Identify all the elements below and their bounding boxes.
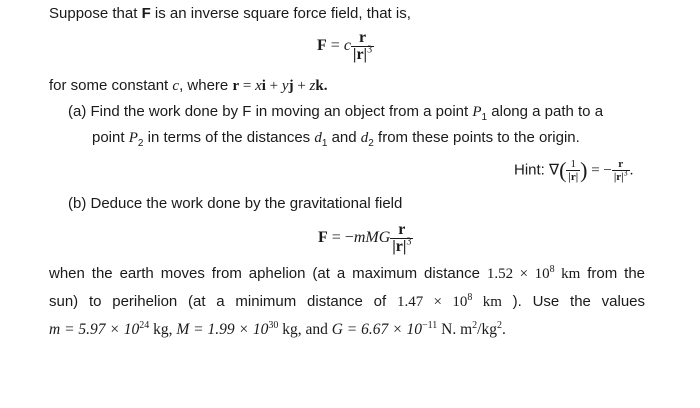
constant-G-exp3: 2: [496, 319, 502, 331]
aphelion-exp: 8: [549, 264, 555, 275]
mass-m-unit: kg,: [149, 321, 177, 338]
constant-line: [49, 76, 327, 96]
eq2-eq: = −: [327, 229, 354, 247]
eq1-den-exp: 3: [367, 44, 373, 56]
part-a-P1-sub: 1: [481, 112, 488, 123]
eq1-lhs: F: [317, 37, 327, 55]
nabla-icon: ∇: [549, 162, 560, 179]
part-a-d1: d: [314, 130, 322, 146]
mass-M-unit: kg, and: [278, 321, 332, 338]
part-a-P2: P: [128, 130, 138, 146]
part-a-line1-post: along a path to a: [487, 103, 604, 120]
eq2-den: |r|: [392, 238, 407, 255]
perihelion-exp: 8: [467, 292, 473, 303]
final-l2-pre: sun) to perihelion (at a minimum distance of: [49, 293, 397, 310]
constant-G-exp2: 2: [472, 319, 478, 331]
part-a-line2-mid: in terms of the distances: [143, 129, 315, 146]
perihelion-value: 1.47 × 10: [396, 294, 468, 310]
hint-end: .: [629, 162, 634, 179]
part-a-d2: d: [360, 130, 369, 146]
const-r: r: [232, 78, 240, 94]
part-a-line2-pre: point: [92, 129, 129, 146]
final-l2-post: ). Use the values: [501, 293, 646, 310]
eq1-eq: =: [326, 37, 344, 55]
const-pre: for some constant: [49, 77, 173, 94]
const-c: c: [172, 78, 180, 94]
eq1-c: c: [343, 37, 351, 55]
hint-lparen: (: [559, 157, 567, 183]
mass-M-value: M = 1.99 × 10: [176, 321, 269, 338]
part-b-line: [68, 194, 402, 214]
mass-m-exp: 24: [139, 319, 150, 331]
const-z: z: [309, 78, 316, 94]
equation-gravitational: [318, 222, 413, 255]
final-end: .: [501, 321, 506, 338]
aphelion-value: 1.52 × 10: [486, 266, 550, 282]
const-end: .: [323, 78, 328, 94]
final-l1-pre: when the earth moves from aphelion (at a maximum distance: [49, 265, 487, 282]
final-l1-post: from the: [580, 265, 645, 282]
const-x: x: [255, 78, 262, 94]
final-line-1: [49, 264, 645, 284]
part-b-text: (b) Deduce the work done by the gravitational field: [68, 195, 403, 212]
part-a-line-1: [68, 102, 603, 122]
constant-G-unit2: /kg: [477, 321, 497, 338]
part-a-d1-sub: 1: [321, 138, 328, 149]
part-a-line-2: [92, 128, 580, 148]
part-a-P1: P: [472, 104, 482, 120]
part-a-pre: (a) Find the work done by F in moving an object from a point: [68, 103, 473, 120]
part-a-and: and: [327, 129, 361, 146]
intro-line: [49, 4, 411, 24]
intro-text: Suppose that: [49, 5, 142, 22]
const-k: k: [315, 78, 324, 94]
hint-frac-den: |r|: [568, 171, 579, 183]
aphelion-unit: km: [554, 266, 581, 282]
final-line-2: [49, 292, 645, 312]
mass-m-value: m = 5.97 × 10: [49, 321, 140, 338]
constant-G-value: G = 6.67 × 10: [331, 321, 422, 338]
const-eq: =: [239, 78, 256, 94]
const-plus1: +: [265, 78, 282, 94]
hint-rhs-den: |r|: [613, 171, 624, 183]
hint-rhs-exp: 3: [623, 168, 628, 178]
perihelion-unit: km: [472, 294, 502, 310]
equation-inverse-square: [317, 30, 374, 63]
eq2-mMG: mMG: [353, 229, 391, 247]
eq1-fraction: [351, 30, 374, 63]
part-a-line2-post: from these points to the origin.: [373, 129, 580, 146]
hint-frac-num: 1: [570, 158, 576, 170]
const-j: j: [288, 78, 294, 94]
eq2-fraction: [390, 222, 413, 255]
part-a-P2-sub: 2: [137, 138, 144, 149]
hint-rparen: ): [580, 157, 588, 183]
intro-F: F: [141, 5, 151, 22]
part-a-d2-sub: 2: [368, 138, 374, 149]
constant-G-exp: −11: [421, 319, 438, 331]
eq2-lhs: F: [318, 229, 328, 247]
eq2-num: r: [398, 221, 406, 238]
intro-rest: is an inverse square force field, that is,: [150, 5, 411, 22]
hint-rhs-num: r: [618, 158, 624, 170]
const-i: i: [261, 78, 266, 94]
const-y: y: [281, 78, 289, 94]
const-plus2: +: [293, 78, 310, 94]
mass-M-exp: 30: [268, 319, 279, 331]
hint-line: [514, 158, 633, 183]
eq1-den: |r|: [352, 46, 368, 63]
final-line-3: [49, 320, 506, 340]
hint-rhs-fraction: [612, 158, 630, 183]
hint-eq: = −: [587, 162, 612, 179]
hint-fraction: [566, 158, 580, 183]
hint-label: Hint:: [514, 161, 550, 179]
const-mid: , where: [179, 77, 233, 94]
eq2-den-exp: 3: [406, 236, 412, 248]
eq1-num: r: [358, 29, 367, 46]
constant-G-unit: N. m: [437, 321, 473, 338]
